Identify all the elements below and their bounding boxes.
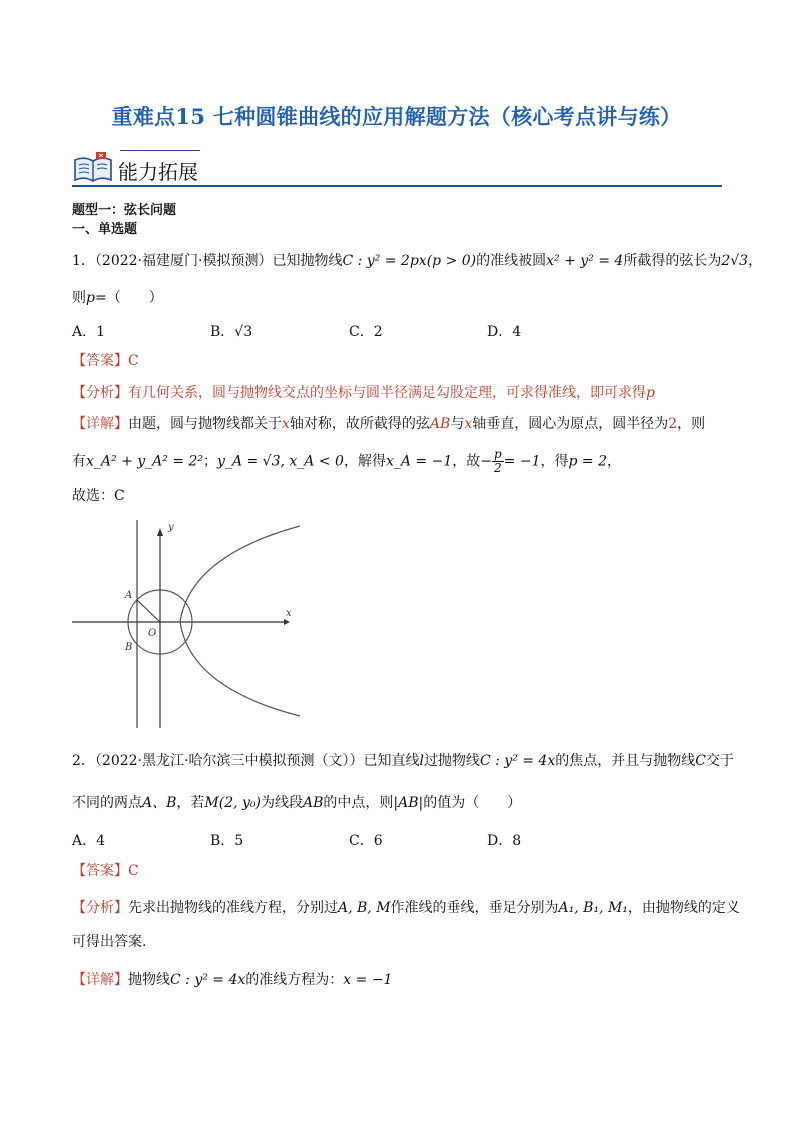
q2-analysis-tag: 【分析】 (72, 900, 128, 916)
q1-stem-line1 (72, 251, 762, 271)
q2-analysis-b: 作准线的垂线，垂足分别为 (390, 900, 559, 916)
fraction-numerator: p (493, 447, 502, 461)
q2-detail-a: 抛物线 (128, 972, 170, 988)
q1-detail-4: 轴垂直，圆心为原点，圆半径为 (472, 416, 669, 432)
q1-detail-x1: x (282, 416, 290, 432)
q1-stem-line2 (72, 288, 163, 308)
q1-option-d: D．4 (487, 324, 522, 340)
q1-detail-3: 与 (450, 416, 465, 432)
q2-analysis-pts: A, B, M (338, 900, 391, 916)
q1-detail-l2b: ，解得 (343, 453, 386, 470)
q1-stem-a: 已知抛物线 (272, 253, 343, 269)
q2-option-a: A．4 (72, 833, 106, 849)
q1-detail-5: ，则 (677, 416, 706, 432)
q1-line2-a: 则 (72, 290, 86, 306)
q1-eq3: 2√3 (721, 253, 749, 269)
q1-option-a: A．1 (72, 324, 106, 340)
q1-detail-minus: − (480, 453, 492, 470)
q2-analysis-c: ，由抛物线的定义 (627, 900, 740, 916)
q2-var-c: C (695, 753, 706, 769)
q1-detail-sep: ； (203, 453, 218, 470)
q1-option-c: C．2 (349, 324, 383, 340)
q1-line2-b: =（ ） (94, 290, 163, 306)
q1-detail-tag: 【详解】 (72, 416, 128, 432)
q2-detail-eq2: x = −1 (343, 972, 393, 988)
q2-detail-eq: C : y² = 4x (170, 972, 246, 988)
q1-detail-ab: AB (429, 416, 451, 432)
subheading: 一、单选题 (72, 222, 138, 237)
q1-analysis-var: p (646, 385, 655, 401)
q2-analysis-pts2: A₁, B₁, M₁ (558, 900, 628, 916)
fraction-denominator: 2 (494, 461, 502, 475)
graph-label-y: y (168, 522, 174, 533)
q2-answer-value: C (128, 863, 139, 879)
q1-detail-r: 2 (668, 416, 678, 432)
q1-answer (72, 351, 139, 371)
q2-line2-a: 不同的两点 (72, 795, 142, 811)
q2-line2-seg: AB (303, 795, 324, 811)
q1-stem-d: ， (748, 253, 763, 269)
graph-label-o: O (148, 628, 157, 639)
q2-line2-m: M(2, y₀) (204, 795, 261, 811)
graph-radius (137, 600, 160, 622)
q2-stem-b: 过抛物线 (423, 753, 480, 769)
q1-answer-value: C (128, 353, 139, 369)
q1-stem-c: 所截得的弦长为 (623, 253, 722, 269)
q2-option-c: C．6 (349, 833, 383, 849)
section-top-rule (120, 150, 200, 151)
q2-analysis-line1 (72, 898, 740, 918)
q1-detail-x2: x (464, 416, 473, 432)
q2-analysis-line2: 可得出答案. (72, 934, 147, 950)
topic-heading: 题型一：弦长问题 (72, 203, 177, 218)
graph-label-x: x (286, 608, 292, 619)
section-rule (72, 185, 722, 187)
q2-eq1: C : y² = 4x (479, 753, 556, 769)
q1-analysis (72, 383, 655, 403)
q2-line2-abs: |AB| (393, 795, 424, 811)
q1-detail-line1 (72, 414, 705, 434)
q1-analysis-text: 有几何关系，圆与抛物线交点的坐标与圆半径满足勾股定理，可求得准线，即可求得 (128, 385, 646, 401)
q2-detail (72, 970, 392, 990)
q2-detail-tag: 【详解】 (72, 972, 128, 988)
q2-option-b: B．5 (210, 833, 244, 849)
graph-label-b: B (125, 642, 133, 653)
q1-detail-line2 (72, 448, 621, 475)
q2-stem-c: 的焦点，并且与抛物线 (555, 753, 696, 769)
q1-detail-l2c: ，故 (452, 453, 481, 470)
q1-number: 1． (72, 253, 95, 269)
q2-number: 2． (72, 753, 95, 769)
q1-detail-eq3: x_A = −1 (385, 453, 453, 470)
q1-eq1: C : y² = 2px(p > 0) (342, 253, 477, 269)
q1-eq2: x² + y² = 4 (546, 253, 624, 269)
q1-answer-tag: 【答案】 (72, 353, 128, 369)
q2-line2-e: 的值为（ ） (423, 795, 522, 811)
q2-answer-tag: 【答案】 (72, 863, 128, 879)
q1-detail-eq5: p = 2 (568, 453, 607, 470)
q2-answer (72, 861, 139, 881)
q1-source: （2022·福建厦门·模拟预测） (94, 253, 273, 269)
page-title: 重难点15 七种圆锥曲线的应用解题方法（核心考点讲与练） (111, 104, 682, 129)
graph-x-arrow (284, 619, 290, 625)
q1-stem-b: 的准线被圆 (476, 253, 547, 269)
q2-analysis-a: 先求出抛物线的准线方程，分别过 (128, 900, 338, 916)
q1-detail-eq4: = −1 (503, 453, 541, 470)
q2-var-l: l (419, 753, 424, 769)
q2-detail-b: 的准线方程为： (245, 972, 344, 988)
q1-detail-2: 轴对称，故所截得的弦 (289, 416, 430, 432)
graph-y-arrow (157, 528, 163, 536)
q1-detail-fraction (492, 448, 504, 475)
q1-detail-l2d: ，得 (540, 453, 569, 470)
q2-stem-a: 已知直线 (363, 753, 420, 769)
q1-detail-l2a: 有 (72, 453, 86, 470)
q1-detail-eq1: x_A² + y_A² = 2² (86, 453, 204, 470)
q2-line2-ab: A、B (142, 795, 177, 811)
q1-choose: 故选：C (72, 488, 125, 504)
graph-parabola (180, 526, 300, 716)
q2-source: （2022·黑龙江·哈尔滨三中模拟预测（文）） (94, 753, 364, 769)
q1-detail-eq2: y_A = √3, x_A < 0 (217, 453, 344, 470)
q2-stem-d: 交于 (705, 753, 734, 769)
q1-detail-l2e: ， (607, 453, 621, 470)
book-icon (72, 150, 114, 184)
q2-line2-c: 为线段 (261, 795, 303, 811)
q2-option-d: D．8 (487, 833, 522, 849)
q2-line2-b: ，若 (176, 795, 205, 811)
section-title: 能力拓展 (118, 160, 198, 184)
q2-stem-line1 (72, 751, 734, 771)
q2-line2-d: 的中点，则 (323, 795, 394, 811)
q2-stem-line2 (72, 793, 521, 813)
q1-line2-var: p (86, 290, 95, 306)
q1-analysis-tag: 【分析】 (72, 385, 128, 401)
q1-option-b: B．√3 (210, 324, 253, 340)
graph-label-a: A (125, 590, 133, 601)
q1-detail-1: 由题，圆与抛物线都关于 (128, 416, 282, 432)
q1-graph (70, 516, 302, 730)
